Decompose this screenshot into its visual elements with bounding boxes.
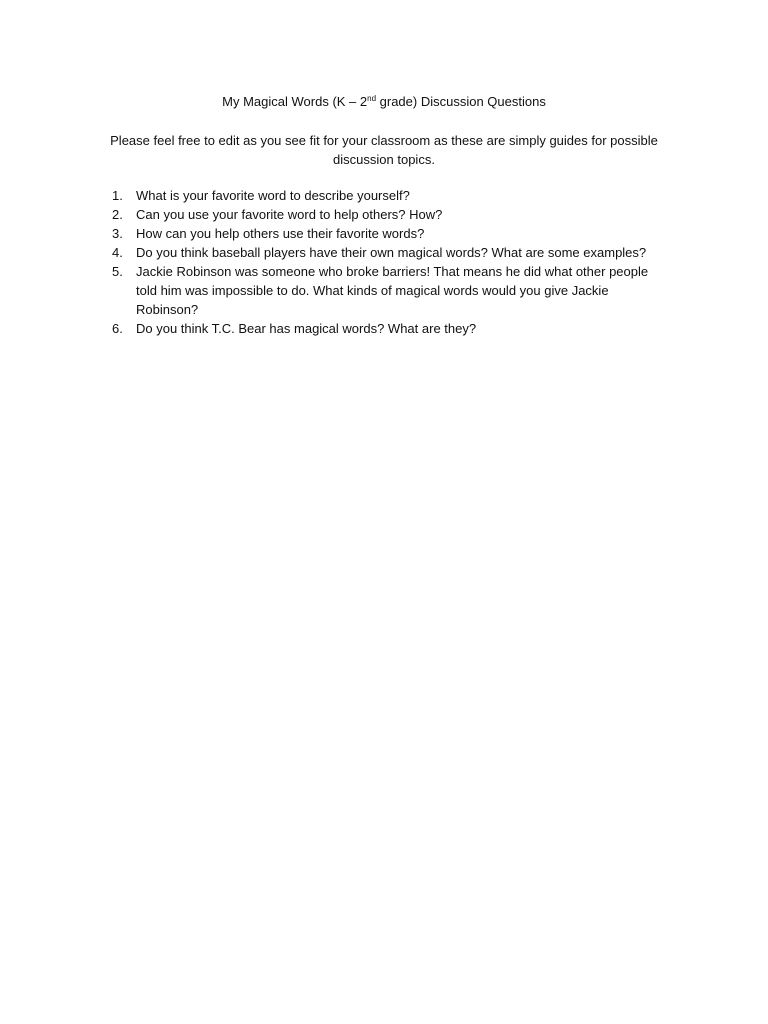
title-superscript: nd xyxy=(367,94,377,103)
question-text: Jackie Robinson was someone who broke barriers! That means he did what other people told him was impossible to do. What kinds of magical words would you give Jackie Robinson? xyxy=(136,264,649,317)
question-number: 3. xyxy=(112,226,123,241)
question-number: 2. xyxy=(112,207,123,222)
question-number: 4. xyxy=(112,245,123,260)
question-number: 6. xyxy=(112,321,123,336)
intro-paragraph: Please feel free to edit as you see fit for your classroom as these are simply guides for possible discussion topics. xyxy=(110,133,658,167)
question-text: Do you think baseball players have their own magical words? What are some examples? xyxy=(136,245,647,260)
document-title xyxy=(0,93,768,111)
question-list xyxy=(112,186,672,338)
title-prefix: My Magical Words (K – 2 xyxy=(222,94,368,109)
list-item xyxy=(112,205,672,224)
title-suffix: grade) Discussion Questions xyxy=(376,94,546,109)
list-item xyxy=(112,243,672,262)
question-text: What is your favorite word to describe yourself? xyxy=(136,188,410,203)
question-text: Can you use your favorite word to help others? How? xyxy=(136,207,443,222)
list-item xyxy=(112,224,672,243)
list-item xyxy=(112,319,672,338)
question-number: 1. xyxy=(112,188,123,203)
question-text: How can you help others use their favorite words? xyxy=(136,226,425,241)
list-item xyxy=(112,186,672,205)
question-number: 5. xyxy=(112,264,123,279)
question-text: Do you think T.C. Bear has magical words? What are they? xyxy=(136,321,477,336)
list-item xyxy=(112,262,672,319)
